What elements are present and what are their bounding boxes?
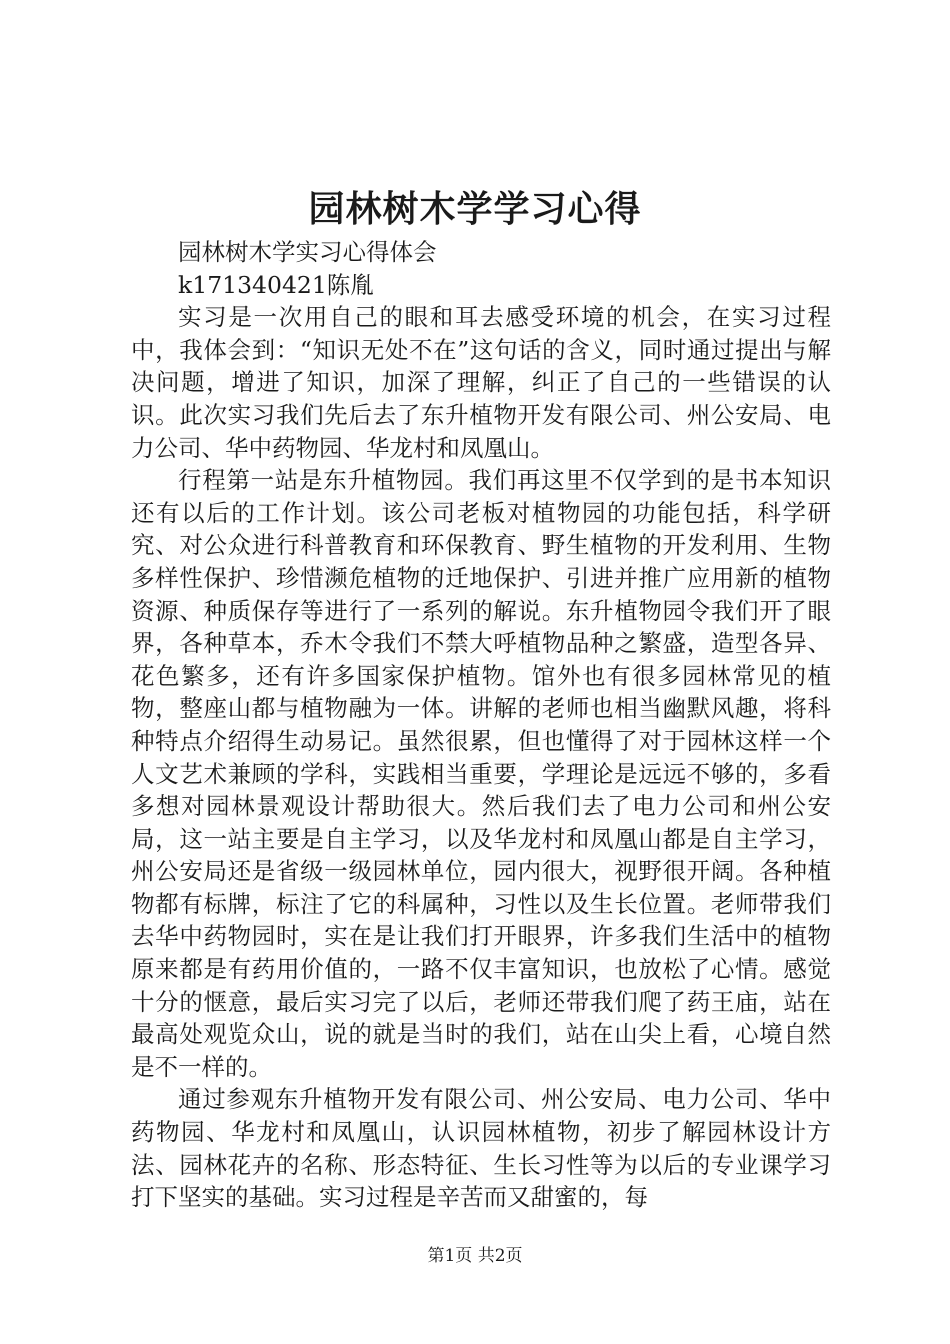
author-line: k171340421陈胤 — [178, 270, 374, 299]
paragraph-summary: 通过参观东升植物开发有限公司、州公安局、电力公司、华中药物园、华龙村和凤凰山，认识园林植物，初步了解园林设计方法、园林花卉的名称、形态特征、生长习性等为以后的专业课学习打下坚实的基础。实习过程是辛苦而又甜蜜的，每 — [131, 1085, 831, 1212]
subtitle-line: 园林树木学实习心得体会 — [178, 238, 437, 266]
page-number: 第1页 共2页 — [427, 1246, 523, 1266]
document-title: 园林树木学学习心得 — [308, 188, 642, 230]
paragraph-first-stop: 行程第一站是东升植物园。我们再这里不仅学到的是书本知识还有以后的工作计划。该公司老板对植物园的功能包括，科学研究、对公众进行科普教育和环保教育、野生植物的开发利用、生物多样性保护、珍惜濒危植物的迁地保护、引进并推广应用新的植物资源、种质保存等进行了一系列的解说。东升植物园令我们开了眼界，各种草本，乔木令我们不禁大呼植物品种之繁盛，造型各异、花色繁多，还有许多国家保护植物。馆外也有很多园林常见的植物，整座山都与植物融为一体。讲解的老师也相当幽默风趣，将科种特点介绍得生动易记。虽然很累，但也懂得了对于园林这样一个人文艺术兼顾的学科，实践相当重要，学理论是远远不够的，多看多想对园林景观设计帮助很大。然后我们去了电力公司和州公安局，这一站主要是自主学习，以及华龙村和凤凰山都是自主学习，州公安局还是省级一级园林单位，园内很大，视野很开阔。各种植物都有标牌，标注了它的科属种，习性以及生长位置。老师带我们去华中药物园时，实在是让我们打开眼界，许多我们生活中的植物原来都是有药用价值的，一路不仅丰富知识，也放松了心情。感觉十分的惬意，最后实习完了以后，老师还带我们爬了药王庙，站在最高处观览众山，说的就是当时的我们，站在山尖上看，心境自然是不一样的。 — [131, 466, 831, 1081]
paragraph-intro: 实习是一次用自己的眼和耳去感受环境的机会，在实习过程中，我体会到：“知识无处不在”这句话的含义，同时通过提出与解决问题，增进了知识，加深了理解，纠正了自己的一些错误的认识。此次实习我们先后去了东升植物开发有限公司、州公安局、电力公司、华中药物园、华龙村和凤凰山。 — [131, 303, 831, 462]
document-body — [131, 236, 831, 1214]
